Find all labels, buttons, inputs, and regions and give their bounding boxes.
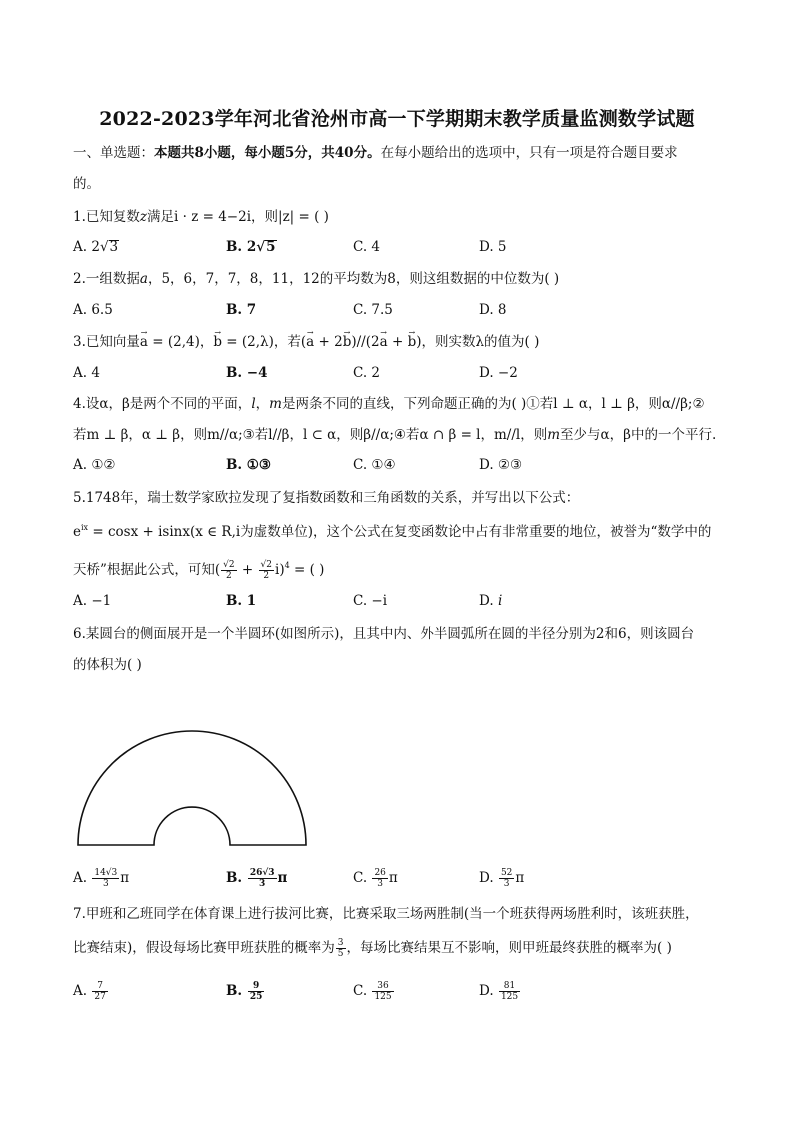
q7-option-d[interactable] xyxy=(479,977,521,1005)
q5-option-a[interactable]: A. −1 xyxy=(73,593,112,609)
q6-c-label: C. xyxy=(353,870,368,886)
question-7-line-2 xyxy=(73,938,672,959)
frac-denominator: 3 xyxy=(377,879,384,889)
question-4-line-1 xyxy=(73,394,705,414)
frac-numerator: √2 xyxy=(260,560,273,570)
vector-a: → a xyxy=(380,332,388,352)
q6-a-fraction xyxy=(92,868,119,889)
q1-options xyxy=(73,236,733,258)
pi-symbol: π xyxy=(120,870,130,886)
frac-numerator: 14√3 xyxy=(94,868,118,878)
frac-denominator: 5 xyxy=(337,949,344,959)
q3-mid3: + xyxy=(387,334,408,350)
q4-var-m: m xyxy=(269,396,282,412)
question-5-line-3 xyxy=(73,556,324,581)
section-rest: 在每小题给出的选项中，只有一项是符合题目要求 xyxy=(380,145,678,161)
q7-option-c[interactable] xyxy=(353,977,395,1005)
q4-options xyxy=(73,454,733,476)
q7-line2-rest: ，每场比赛结果互不影响，则甲班最终获胜的概率为( ) xyxy=(346,940,672,956)
q3-tail: )，则实数λ的值为( ) xyxy=(416,334,540,350)
q5-fraction-2 xyxy=(259,560,274,581)
q3-pre: 3.已知向量 xyxy=(73,334,140,350)
q2-option-d[interactable]: D. 8 xyxy=(479,302,507,318)
frac-denominator: 25 xyxy=(249,992,263,1002)
q2-option-b[interactable]: B. 7 xyxy=(226,302,257,318)
q6-d-label: D. xyxy=(479,870,494,886)
q1-option-b[interactable]: B. 2√5 xyxy=(226,239,276,255)
question-2 xyxy=(73,269,559,289)
q1-b-label: B. xyxy=(226,239,243,255)
q7-option-b[interactable] xyxy=(226,977,265,1005)
q7-a-fraction xyxy=(92,981,107,1002)
q1-pre: 1.已知复数 xyxy=(73,209,140,225)
q4-line2-pre: 若m ⊥ β，α ⊥ β，则m//α;③若l//β，l ⊂ α，则β//α;④若α ∩ β = l，m//l，则 xyxy=(73,427,548,443)
q5-option-c[interactable]: C. −i xyxy=(353,593,388,609)
q3-mid1: + 2 xyxy=(314,334,343,350)
q5-fraction-1 xyxy=(221,560,236,581)
q7-b-label: B. xyxy=(226,983,243,999)
pi-symbol: π xyxy=(515,870,525,886)
q3-options xyxy=(73,362,733,384)
vector-b: → b xyxy=(213,332,222,352)
q5-i-suffix: i) xyxy=(275,562,285,578)
q7-d-fraction xyxy=(499,981,520,1002)
q4-line1-rest: 是两条不同的直线，下列命题正确的为( )①若l ⊥ α，l ⊥ β，则α//β;② xyxy=(281,396,705,412)
question-5-line-2 xyxy=(73,518,711,542)
q7-c-label: C. xyxy=(353,983,368,999)
q1-option-c[interactable]: C. 4 xyxy=(353,239,381,255)
frac-numerator: 52 xyxy=(500,868,513,878)
frac-numerator: 26 xyxy=(374,868,386,878)
frac-denominator: 125 xyxy=(374,992,392,1002)
q4-option-b[interactable]: B. ①③ xyxy=(226,457,272,473)
q7-d-label: D. xyxy=(479,983,494,999)
q1-a-radicand: 3 xyxy=(109,239,119,255)
semi-annulus-outline xyxy=(78,731,306,845)
q6-a-label: A. xyxy=(73,870,88,886)
question-1 xyxy=(73,207,329,227)
frac-denominator: 3 xyxy=(259,879,266,889)
q5-options xyxy=(73,590,733,612)
question-3 xyxy=(73,332,539,352)
q6-option-b[interactable] xyxy=(226,864,287,892)
q4-option-a[interactable]: A. ①② xyxy=(73,457,116,473)
q2-pre: 2.一组数据 xyxy=(73,271,140,287)
q6-option-d[interactable] xyxy=(479,864,524,892)
frac-denominator: 125 xyxy=(500,992,519,1002)
q5-option-d[interactable] xyxy=(479,590,502,612)
section-prefix: 一、单选题： xyxy=(73,145,154,161)
q7-c-fraction xyxy=(372,981,393,1002)
question-6-line-2: 的体积为( ) xyxy=(73,657,142,673)
section-header xyxy=(73,143,678,163)
q1-a-coef: 2 xyxy=(91,239,100,255)
q7-probability-fraction xyxy=(336,938,346,959)
frac-denominator: 2 xyxy=(263,571,270,581)
vector-a: → a xyxy=(140,332,148,352)
q2-option-c[interactable]: C. 7.5 xyxy=(353,302,393,318)
q6-b-fraction xyxy=(248,868,277,889)
question-7-line-1: 7.甲班和乙班同学在体育课上进行拔河比赛，比赛采取三场两胜制(当一个班获得两场胜利时，该班获胜， xyxy=(73,906,699,922)
q3-option-b[interactable]: B. −4 xyxy=(226,365,268,381)
vector-b: → b xyxy=(343,332,352,352)
question-4-line-2 xyxy=(73,425,716,445)
q5-option-b[interactable]: B. 1 xyxy=(226,593,257,609)
q5-line3-pre: 天桥”根据此公式，可知( xyxy=(73,562,221,578)
q5-tail: = ( ) xyxy=(289,562,325,578)
q3-option-c[interactable]: C. 2 xyxy=(353,365,381,381)
q2-options xyxy=(73,299,733,321)
q5-d-var: i xyxy=(497,593,503,609)
q1-a-label: A. xyxy=(73,239,88,255)
frac-numerator: √2 xyxy=(223,560,235,570)
q2-option-a[interactable]: A. 6.5 xyxy=(73,302,113,318)
q4-line2-rest: 至少与α，β中的一个平行. xyxy=(560,427,717,443)
exam-title: 2022-2023学年河北省沧州市高一下学期期末教学质量监测数学试题 xyxy=(99,108,695,130)
q7-a-label: A. xyxy=(73,983,88,999)
q1-var-z: z xyxy=(139,209,148,225)
q1-option-d[interactable]: D. 5 xyxy=(479,239,507,255)
pi-symbol: π xyxy=(388,870,398,886)
q7-line2-pre: 比赛结束)，假设每场比赛甲班获胜的概率为 xyxy=(73,940,335,956)
q5-d-label: D. xyxy=(479,593,494,609)
question-5-line-1: 5.1748年，瑞士数学家欧拉发现了复指数函数和三角函数的关系，并写出以下公式： xyxy=(73,490,580,506)
q3-mid2: )//(2 xyxy=(351,334,380,350)
vector-b: → b xyxy=(408,332,417,352)
euler-e: e xyxy=(73,524,81,540)
q3-option-a[interactable]: A. 4 xyxy=(73,365,100,381)
frac-numerator: 3 xyxy=(337,938,344,948)
section-header-cont: 的。 xyxy=(73,176,100,192)
q7-b-fraction xyxy=(248,981,265,1002)
pi-symbol: π xyxy=(277,870,288,886)
q3-a-value: = (2,4)， xyxy=(147,334,214,350)
question-6-line-1: 6.某圆台的侧面展开是一个半圆环(如图所示)，且其中内、外半圆弧所在圆的半径分别为2和6，则该圆台 xyxy=(73,626,695,642)
q5-formula-rest: = cosx + isinx(x ∈ R,i为虚数单位)，这个公式在复变函数论中占有非常重要的地位，被誉为“数学中的 xyxy=(88,524,712,540)
q4-var-l: l xyxy=(251,396,256,412)
q1-option-a[interactable]: A. 2√3 xyxy=(73,239,119,255)
frac-denominator: 3 xyxy=(503,879,510,889)
q6-option-c[interactable] xyxy=(353,864,398,892)
q1-text: 满足i · z = 4−2i，则|z| = ( ) xyxy=(147,209,329,225)
section-bold-text: 本题共8小题，每小题5分，共40分。 xyxy=(154,145,381,161)
frac-denominator: 2 xyxy=(226,571,232,581)
q6-c-fraction xyxy=(372,868,387,889)
q1-b-radicand: 5 xyxy=(266,239,276,255)
q6-options xyxy=(73,864,733,892)
q4-option-c[interactable]: C. ①④ xyxy=(353,457,396,473)
q2-text: ，5，6，7，7，8，11，12的平均数为8，则这组数据的中位数为( ) xyxy=(147,271,560,287)
semi-annulus-figure xyxy=(72,727,312,849)
q4-option-d[interactable]: D. ②③ xyxy=(479,457,523,473)
frac-denominator: 27 xyxy=(94,992,106,1002)
q5-plus: + xyxy=(237,562,258,578)
q6-d-fraction xyxy=(499,868,514,889)
q3-option-d[interactable]: D. −2 xyxy=(479,365,518,381)
frac-numerator: 9 xyxy=(248,981,265,992)
q7-option-a[interactable] xyxy=(73,977,109,1005)
q4-pre: 4.设α，β是两个不同的平面， xyxy=(73,396,252,412)
q7-options xyxy=(73,977,733,1005)
q3-b-value: = (2,λ)，若( xyxy=(222,334,307,350)
frac-denominator: 3 xyxy=(102,879,109,889)
frac-numerator: 36 xyxy=(372,981,393,992)
frac-numerator: 26√3 xyxy=(249,868,275,878)
q4-var-m: m xyxy=(547,427,561,443)
q6-b-label: B. xyxy=(226,870,243,886)
q4-comma: ， xyxy=(255,396,270,412)
q5-power: 4 xyxy=(284,561,290,570)
q2-var-a: a xyxy=(139,271,148,287)
euler-exponent: ix xyxy=(81,523,89,532)
q6-option-a[interactable] xyxy=(73,864,129,892)
vector-a: → a xyxy=(306,332,314,352)
q1-b-coef: 2 xyxy=(246,239,257,255)
frac-numerator: 81 xyxy=(499,981,520,992)
frac-numerator: 7 xyxy=(92,981,107,992)
